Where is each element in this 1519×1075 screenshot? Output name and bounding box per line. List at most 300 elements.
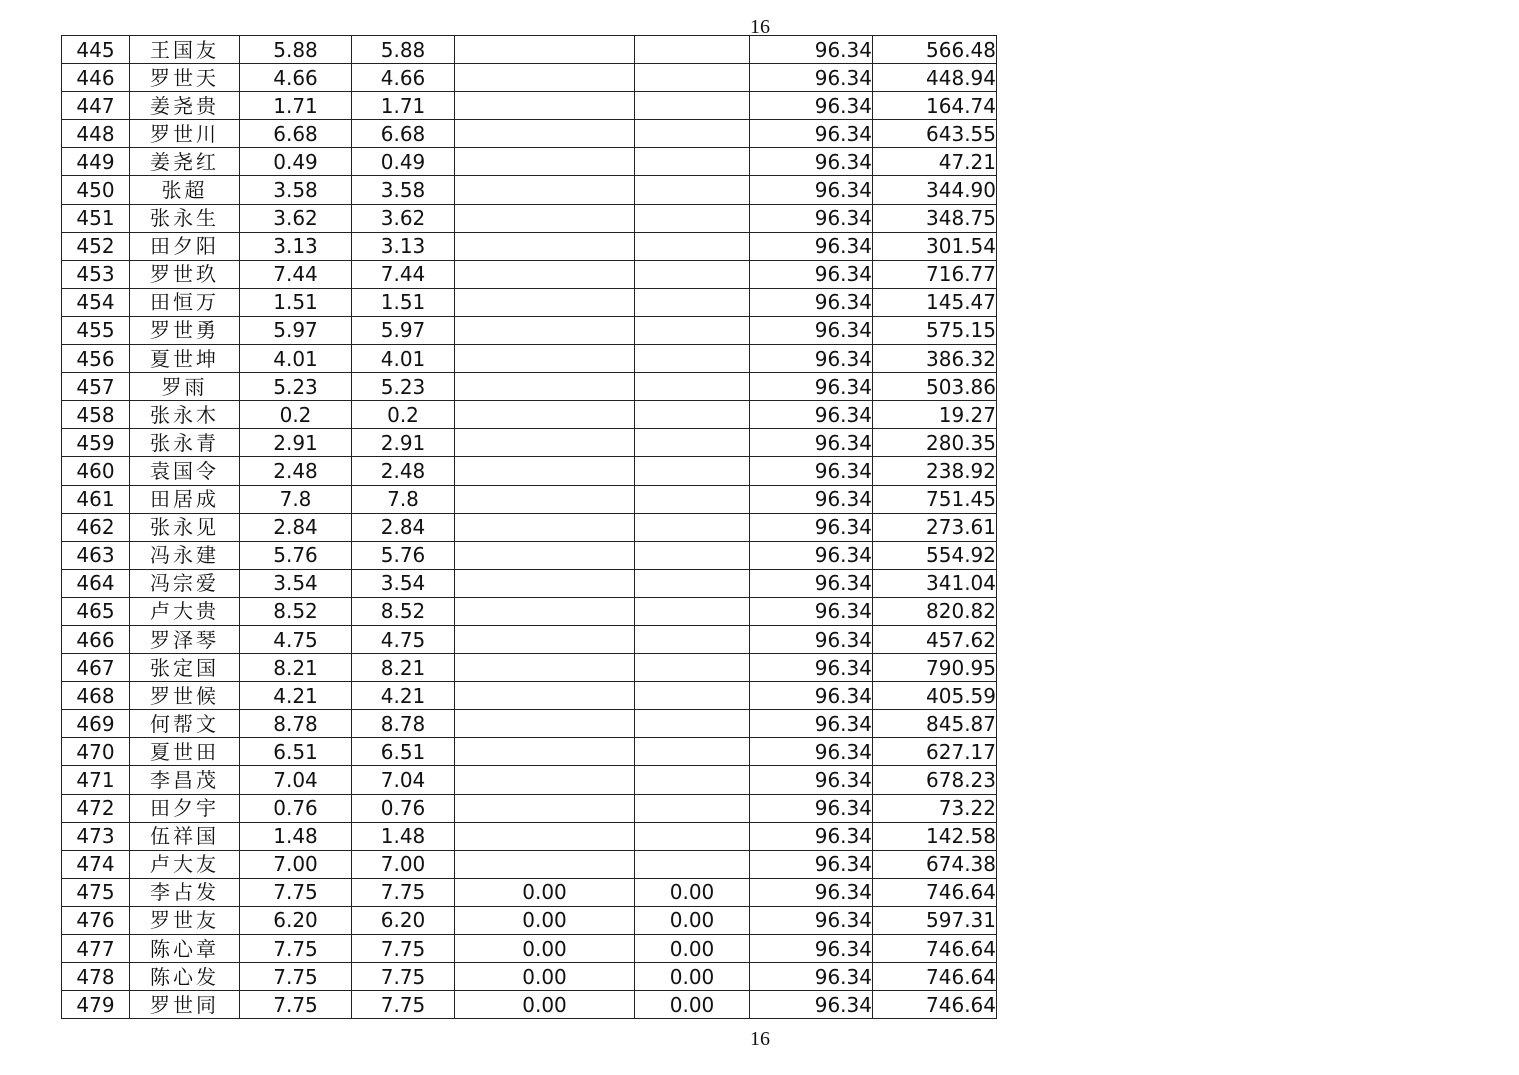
table-row (62, 878, 997, 906)
area-a-cell: 7.8 (240, 485, 352, 513)
area-b-cell: 3.54 (352, 569, 455, 597)
row-id-cell: 476 (62, 906, 130, 934)
area-c-cell (455, 766, 635, 794)
name-cell: 夏世田 (130, 738, 240, 766)
area-c-cell (455, 345, 635, 373)
name-cell: 田夕阳 (130, 232, 240, 260)
area-b-cell: 0.76 (352, 794, 455, 822)
table-row (62, 260, 997, 288)
ledger-body (62, 36, 997, 1019)
area-c-cell (455, 597, 635, 625)
area-a-cell: 7.44 (240, 260, 352, 288)
row-id-cell: 468 (62, 682, 130, 710)
amount-cell: 575.15 (873, 316, 997, 344)
rate-cell: 96.34 (750, 991, 873, 1019)
table-row (62, 92, 997, 120)
name-cell: 张永见 (130, 513, 240, 541)
area-c-cell (455, 822, 635, 850)
rate-cell: 96.34 (750, 935, 873, 963)
area-d-cell (635, 36, 750, 64)
rate-cell: 96.34 (750, 654, 873, 682)
area-d-cell (635, 401, 750, 429)
table-row (62, 64, 997, 92)
amount-cell: 503.86 (873, 373, 997, 401)
area-c-cell (455, 148, 635, 176)
table-row (62, 991, 997, 1019)
area-d-cell: 0.00 (635, 935, 750, 963)
area-d-cell (635, 541, 750, 569)
amount-cell: 344.90 (873, 176, 997, 204)
area-a-cell: 6.68 (240, 120, 352, 148)
table-row (62, 513, 997, 541)
name-cell: 陈心章 (130, 935, 240, 963)
name-cell: 李昌茂 (130, 766, 240, 794)
amount-cell: 280.35 (873, 429, 997, 457)
area-c-cell: 0.00 (455, 935, 635, 963)
name-cell: 姜尧红 (130, 148, 240, 176)
area-b-cell: 8.78 (352, 710, 455, 738)
row-id-cell: 466 (62, 625, 130, 653)
table-row (62, 654, 997, 682)
amount-cell: 597.31 (873, 906, 997, 934)
table-row (62, 766, 997, 794)
page-number-top: 16 (750, 16, 770, 38)
area-c-cell (455, 316, 635, 344)
name-cell: 陈心发 (130, 963, 240, 991)
name-cell: 罗世同 (130, 991, 240, 1019)
area-b-cell: 8.21 (352, 654, 455, 682)
table-row (62, 597, 997, 625)
rate-cell: 96.34 (750, 766, 873, 794)
rate-cell: 96.34 (750, 288, 873, 316)
table-row (62, 401, 997, 429)
name-cell: 姜尧贵 (130, 92, 240, 120)
area-a-cell: 4.21 (240, 682, 352, 710)
table-row (62, 963, 997, 991)
name-cell: 罗泽琴 (130, 625, 240, 653)
area-a-cell: 1.71 (240, 92, 352, 120)
name-cell: 张定国 (130, 654, 240, 682)
name-cell: 罗世玖 (130, 260, 240, 288)
amount-cell: 746.64 (873, 878, 997, 906)
name-cell: 卢大贵 (130, 597, 240, 625)
page-number-bottom: 16 (750, 1028, 770, 1050)
area-a-cell: 2.48 (240, 457, 352, 485)
area-d-cell: 0.00 (635, 878, 750, 906)
area-b-cell: 5.23 (352, 373, 455, 401)
table-row (62, 457, 997, 485)
table-row (62, 148, 997, 176)
name-cell: 张永木 (130, 401, 240, 429)
area-d-cell (635, 457, 750, 485)
area-d-cell: 0.00 (635, 991, 750, 1019)
area-b-cell: 7.8 (352, 485, 455, 513)
rate-cell: 96.34 (750, 401, 873, 429)
area-d-cell (635, 794, 750, 822)
name-cell: 冯永建 (130, 541, 240, 569)
amount-cell: 142.58 (873, 822, 997, 850)
area-b-cell: 3.62 (352, 204, 455, 232)
area-b-cell: 2.91 (352, 429, 455, 457)
row-id-cell: 475 (62, 878, 130, 906)
table-row (62, 738, 997, 766)
amount-cell: 348.75 (873, 204, 997, 232)
row-id-cell: 474 (62, 850, 130, 878)
area-a-cell: 3.13 (240, 232, 352, 260)
name-cell: 张永生 (130, 204, 240, 232)
area-d-cell (635, 429, 750, 457)
row-id-cell: 445 (62, 36, 130, 64)
area-c-cell (455, 176, 635, 204)
name-cell: 袁国令 (130, 457, 240, 485)
name-cell: 冯宗爱 (130, 569, 240, 597)
area-b-cell: 0.49 (352, 148, 455, 176)
area-a-cell: 8.78 (240, 710, 352, 738)
amount-cell: 820.82 (873, 597, 997, 625)
row-id-cell: 458 (62, 401, 130, 429)
table-row (62, 232, 997, 260)
area-d-cell: 0.00 (635, 906, 750, 934)
rate-cell: 96.34 (750, 36, 873, 64)
area-a-cell: 4.01 (240, 345, 352, 373)
area-d-cell (635, 148, 750, 176)
row-id-cell: 449 (62, 148, 130, 176)
row-id-cell: 463 (62, 541, 130, 569)
area-b-cell: 4.21 (352, 682, 455, 710)
row-id-cell: 467 (62, 654, 130, 682)
table-row (62, 316, 997, 344)
area-c-cell (455, 36, 635, 64)
name-cell: 卢大友 (130, 850, 240, 878)
table-row (62, 541, 997, 569)
rate-cell: 96.34 (750, 963, 873, 991)
area-c-cell (455, 485, 635, 513)
ledger-table (61, 35, 997, 1019)
area-c-cell (455, 625, 635, 653)
area-b-cell: 4.75 (352, 625, 455, 653)
row-id-cell: 457 (62, 373, 130, 401)
area-a-cell: 6.20 (240, 906, 352, 934)
amount-cell: 678.23 (873, 766, 997, 794)
amount-cell: 751.45 (873, 485, 997, 513)
row-id-cell: 465 (62, 597, 130, 625)
area-b-cell: 7.00 (352, 850, 455, 878)
amount-cell: 746.64 (873, 935, 997, 963)
amount-cell: 674.38 (873, 850, 997, 878)
rate-cell: 96.34 (750, 457, 873, 485)
area-a-cell: 7.04 (240, 766, 352, 794)
area-c-cell (455, 710, 635, 738)
area-b-cell: 5.88 (352, 36, 455, 64)
area-a-cell: 5.97 (240, 316, 352, 344)
area-c-cell (455, 541, 635, 569)
area-d-cell (635, 569, 750, 597)
row-id-cell: 446 (62, 64, 130, 92)
rate-cell: 96.34 (750, 878, 873, 906)
rate-cell: 96.34 (750, 120, 873, 148)
area-b-cell: 1.51 (352, 288, 455, 316)
area-b-cell: 7.04 (352, 766, 455, 794)
area-a-cell: 5.88 (240, 36, 352, 64)
area-d-cell (635, 597, 750, 625)
area-c-cell (455, 204, 635, 232)
row-id-cell: 451 (62, 204, 130, 232)
area-c-cell (455, 794, 635, 822)
row-id-cell: 456 (62, 345, 130, 373)
table-row (62, 204, 997, 232)
area-c-cell: 0.00 (455, 991, 635, 1019)
area-a-cell: 8.21 (240, 654, 352, 682)
area-b-cell: 6.68 (352, 120, 455, 148)
table-row (62, 906, 997, 934)
area-a-cell: 7.00 (240, 850, 352, 878)
rate-cell: 96.34 (750, 597, 873, 625)
name-cell: 田夕宇 (130, 794, 240, 822)
area-a-cell: 0.49 (240, 148, 352, 176)
amount-cell: 457.62 (873, 625, 997, 653)
amount-cell: 301.54 (873, 232, 997, 260)
area-d-cell: 0.00 (635, 963, 750, 991)
area-b-cell: 3.58 (352, 176, 455, 204)
area-d-cell (635, 513, 750, 541)
area-c-cell (455, 457, 635, 485)
area-b-cell: 7.75 (352, 991, 455, 1019)
rate-cell: 96.34 (750, 345, 873, 373)
area-c-cell: 0.00 (455, 906, 635, 934)
rate-cell: 96.34 (750, 92, 873, 120)
rate-cell: 96.34 (750, 373, 873, 401)
row-id-cell: 452 (62, 232, 130, 260)
table-row (62, 822, 997, 850)
area-a-cell: 4.66 (240, 64, 352, 92)
amount-cell: 448.94 (873, 64, 997, 92)
amount-cell: 746.64 (873, 991, 997, 1019)
table-row (62, 569, 997, 597)
rate-cell: 96.34 (750, 429, 873, 457)
area-d-cell (635, 485, 750, 513)
area-d-cell (635, 176, 750, 204)
area-d-cell (635, 625, 750, 653)
row-id-cell: 472 (62, 794, 130, 822)
table-row (62, 682, 997, 710)
area-d-cell (635, 204, 750, 232)
amount-cell: 47.21 (873, 148, 997, 176)
table-row (62, 710, 997, 738)
rate-cell: 96.34 (750, 682, 873, 710)
area-d-cell (635, 92, 750, 120)
rate-cell: 96.34 (750, 625, 873, 653)
name-cell: 罗世勇 (130, 316, 240, 344)
area-b-cell: 4.66 (352, 64, 455, 92)
amount-cell: 19.27 (873, 401, 997, 429)
area-a-cell: 8.52 (240, 597, 352, 625)
row-id-cell: 462 (62, 513, 130, 541)
rate-cell: 96.34 (750, 850, 873, 878)
area-b-cell: 8.52 (352, 597, 455, 625)
table-row (62, 625, 997, 653)
area-c-cell (455, 513, 635, 541)
area-a-cell: 7.75 (240, 963, 352, 991)
table-row (62, 36, 997, 64)
area-d-cell (635, 822, 750, 850)
area-c-cell (455, 850, 635, 878)
area-b-cell: 1.48 (352, 822, 455, 850)
area-d-cell (635, 120, 750, 148)
area-d-cell (635, 232, 750, 260)
area-b-cell: 5.97 (352, 316, 455, 344)
rate-cell: 96.34 (750, 513, 873, 541)
area-d-cell (635, 64, 750, 92)
area-c-cell (455, 260, 635, 288)
table-row (62, 850, 997, 878)
table-row (62, 288, 997, 316)
rate-cell: 96.34 (750, 232, 873, 260)
area-b-cell: 7.75 (352, 878, 455, 906)
rate-cell: 96.34 (750, 738, 873, 766)
rate-cell: 96.34 (750, 485, 873, 513)
area-d-cell (635, 850, 750, 878)
rate-cell: 96.34 (750, 822, 873, 850)
rate-cell: 96.34 (750, 541, 873, 569)
area-a-cell: 6.51 (240, 738, 352, 766)
table-row (62, 176, 997, 204)
row-id-cell: 477 (62, 935, 130, 963)
row-id-cell: 447 (62, 92, 130, 120)
amount-cell: 238.92 (873, 457, 997, 485)
row-id-cell: 471 (62, 766, 130, 794)
area-b-cell: 7.75 (352, 963, 455, 991)
table-row (62, 935, 997, 963)
name-cell: 罗世友 (130, 906, 240, 934)
amount-cell: 716.77 (873, 260, 997, 288)
area-a-cell: 7.75 (240, 991, 352, 1019)
area-a-cell: 5.23 (240, 373, 352, 401)
area-a-cell: 1.51 (240, 288, 352, 316)
row-id-cell: 460 (62, 457, 130, 485)
area-c-cell: 0.00 (455, 963, 635, 991)
amount-cell: 405.59 (873, 682, 997, 710)
rate-cell: 96.34 (750, 316, 873, 344)
area-b-cell: 1.71 (352, 92, 455, 120)
row-id-cell: 461 (62, 485, 130, 513)
area-d-cell (635, 654, 750, 682)
name-cell: 夏世坤 (130, 345, 240, 373)
area-d-cell (635, 373, 750, 401)
area-b-cell: 2.84 (352, 513, 455, 541)
row-id-cell: 478 (62, 963, 130, 991)
table-row (62, 429, 997, 457)
area-a-cell: 4.75 (240, 625, 352, 653)
area-a-cell: 2.84 (240, 513, 352, 541)
area-c-cell (455, 654, 635, 682)
table-row (62, 794, 997, 822)
table-row (62, 485, 997, 513)
amount-cell: 790.95 (873, 654, 997, 682)
area-c-cell (455, 92, 635, 120)
name-cell: 王国友 (130, 36, 240, 64)
area-a-cell: 3.58 (240, 176, 352, 204)
table-row (62, 345, 997, 373)
area-b-cell: 2.48 (352, 457, 455, 485)
amount-cell: 73.22 (873, 794, 997, 822)
table-row (62, 120, 997, 148)
name-cell: 田居成 (130, 485, 240, 513)
name-cell: 张永青 (130, 429, 240, 457)
row-id-cell: 473 (62, 822, 130, 850)
area-a-cell: 2.91 (240, 429, 352, 457)
area-c-cell: 0.00 (455, 878, 635, 906)
area-d-cell (635, 710, 750, 738)
rate-cell: 96.34 (750, 794, 873, 822)
rate-cell: 96.34 (750, 148, 873, 176)
area-b-cell: 5.76 (352, 541, 455, 569)
amount-cell: 746.64 (873, 963, 997, 991)
area-b-cell: 3.13 (352, 232, 455, 260)
area-a-cell: 5.76 (240, 541, 352, 569)
area-d-cell (635, 738, 750, 766)
rate-cell: 96.34 (750, 710, 873, 738)
area-c-cell (455, 232, 635, 260)
rate-cell: 96.34 (750, 204, 873, 232)
area-a-cell: 3.62 (240, 204, 352, 232)
name-cell: 伍祥国 (130, 822, 240, 850)
row-id-cell: 450 (62, 176, 130, 204)
amount-cell: 566.48 (873, 36, 997, 64)
name-cell: 罗世候 (130, 682, 240, 710)
area-c-cell (455, 288, 635, 316)
rate-cell: 96.34 (750, 569, 873, 597)
row-id-cell: 453 (62, 260, 130, 288)
area-c-cell (455, 64, 635, 92)
area-c-cell (455, 120, 635, 148)
amount-cell: 643.55 (873, 120, 997, 148)
rate-cell: 96.34 (750, 176, 873, 204)
area-d-cell (635, 345, 750, 373)
row-id-cell: 448 (62, 120, 130, 148)
area-b-cell: 6.20 (352, 906, 455, 934)
area-a-cell: 1.48 (240, 822, 352, 850)
amount-cell: 273.61 (873, 513, 997, 541)
row-id-cell: 464 (62, 569, 130, 597)
rate-cell: 96.34 (750, 64, 873, 92)
rate-cell: 96.34 (750, 906, 873, 934)
area-c-cell (455, 373, 635, 401)
area-a-cell: 0.2 (240, 401, 352, 429)
name-cell: 张超 (130, 176, 240, 204)
amount-cell: 554.92 (873, 541, 997, 569)
name-cell: 罗世川 (130, 120, 240, 148)
table-row (62, 373, 997, 401)
name-cell: 罗世天 (130, 64, 240, 92)
area-d-cell (635, 766, 750, 794)
area-a-cell: 3.54 (240, 569, 352, 597)
area-a-cell: 7.75 (240, 878, 352, 906)
area-d-cell (635, 288, 750, 316)
row-id-cell: 469 (62, 710, 130, 738)
row-id-cell: 454 (62, 288, 130, 316)
rate-cell: 96.34 (750, 260, 873, 288)
row-id-cell: 455 (62, 316, 130, 344)
area-b-cell: 4.01 (352, 345, 455, 373)
amount-cell: 627.17 (873, 738, 997, 766)
area-d-cell (635, 260, 750, 288)
name-cell: 罗雨 (130, 373, 240, 401)
row-id-cell: 479 (62, 991, 130, 1019)
area-d-cell (635, 316, 750, 344)
area-b-cell: 0.2 (352, 401, 455, 429)
name-cell: 田恒万 (130, 288, 240, 316)
amount-cell: 145.47 (873, 288, 997, 316)
